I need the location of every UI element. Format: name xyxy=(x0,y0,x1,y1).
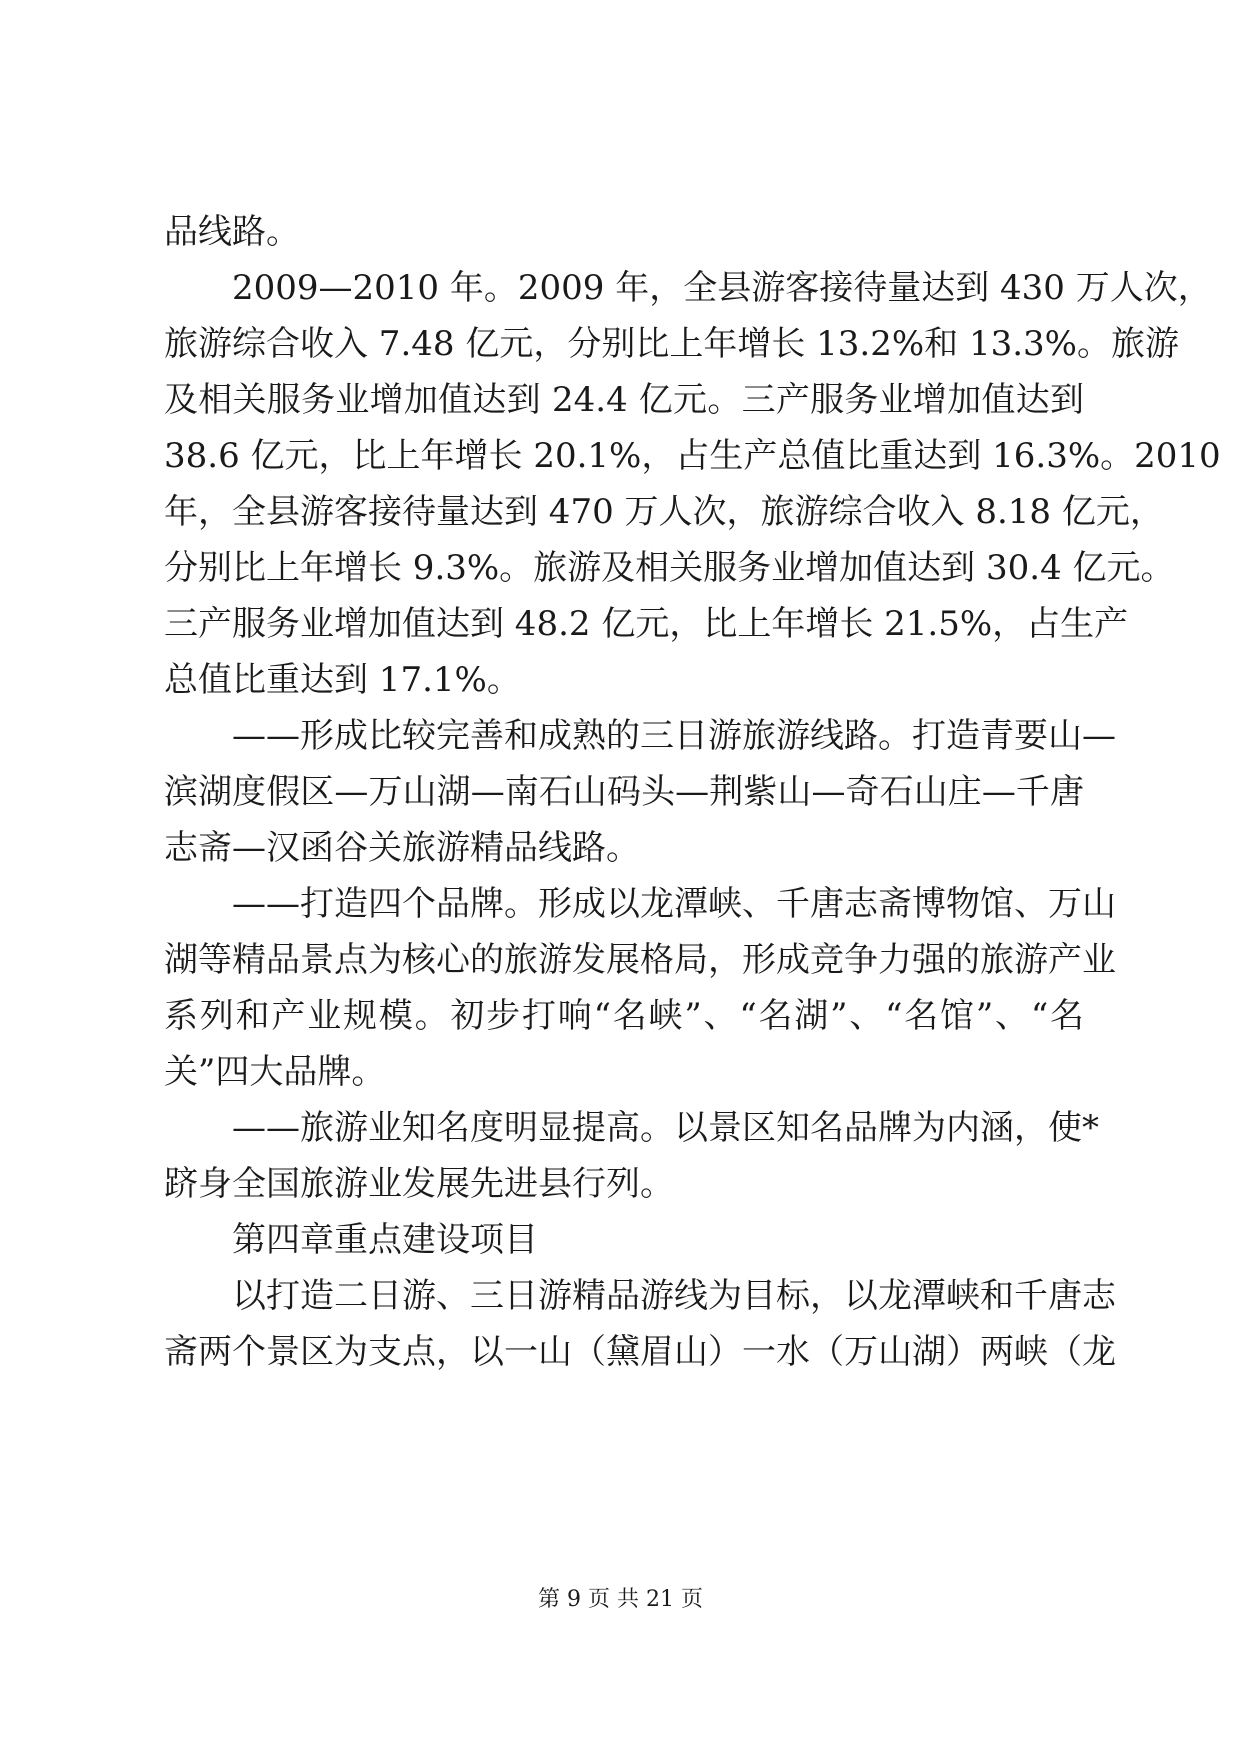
text-line: 关”四大品牌。 xyxy=(164,1052,386,1092)
text-line: 总值比重达到 17.1%。 xyxy=(164,660,521,700)
text-line: 分别比上年增长 9.3%。旅游及相关服务业增加值达到 30.4 亿元。 xyxy=(164,548,1175,588)
text-line: ——打造四个品牌。形成以龙潭峡、千唐志斋博物馆、万山 xyxy=(232,884,1116,924)
text-line: 跻身全国旅游业发展先进县行列。 xyxy=(164,1164,674,1204)
text-line: 斋两个景区为支点，以一山（黛眉山）一水（万山湖）两峡（龙 xyxy=(164,1332,1116,1372)
chapter-heading: 第四章重点建设项目 xyxy=(232,1220,538,1260)
text-line: 滨湖度假区—万山湖—南石山码头—荆紫山—奇石山庄—千唐 xyxy=(164,772,1084,812)
text-line: 以打造二日游、三日游精品游线为目标，以龙潭峡和千唐志 xyxy=(232,1276,1116,1316)
text-line: 38.6 亿元，比上年增长 20.1%，占生产总值比重达到 16.3%。2010 xyxy=(164,436,1221,476)
text-line: 旅游综合收入 7.48 亿元，分别比上年增长 13.2%和 13.3%。旅游 xyxy=(164,324,1179,364)
text-line: 三产服务业增加值达到 48.2 亿元，比上年增长 21.5%，占生产 xyxy=(164,604,1129,644)
text-line: ——形成比较完善和成熟的三日游旅游线路。打造青要山— xyxy=(232,716,1116,756)
text-line: 2009—2010 年。2009 年，全县游客接待量达到 430 万人次， xyxy=(232,268,1212,308)
page-number-footer: 第 9 页 共 21 页 xyxy=(538,1587,703,1612)
text-line: 湖等精品景点为核心的旅游发展格局，形成竞争力强的旅游产业 xyxy=(164,940,1116,980)
text-line: ——旅游业知名度明显提高。以景区知名品牌为内涵，使* xyxy=(232,1108,1099,1148)
text-line: 及相关服务业增加值达到 24.4 亿元。三产服务业增加值达到 xyxy=(164,380,1084,420)
text-line: 志斋—汉函谷关旅游精品线路。 xyxy=(164,828,640,868)
text-line: 年，全县游客接待量达到 470 万人次，旅游综合收入 8.18 亿元， xyxy=(164,492,1164,532)
text-line: 系列和产业规模。初步打响“名峡”、“名湖”、“名馆”、“名 xyxy=(164,996,1084,1036)
text-line: 品线路。 xyxy=(164,212,300,252)
